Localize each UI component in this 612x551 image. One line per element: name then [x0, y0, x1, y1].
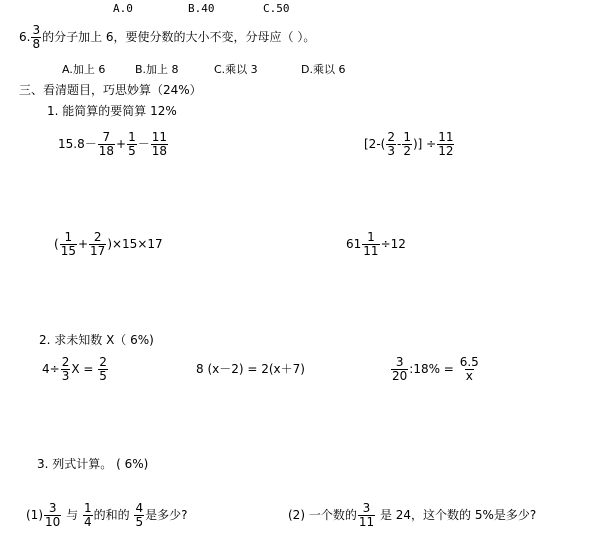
part-3-title: 3. 列式计算。 ( 6%) — [37, 457, 149, 471]
part1-expression-2: [2-( $\frac{2}{3}$ - $\frac{1}{2}$ )] ÷ $\frac{11}{12}$ — [364, 130, 454, 158]
q6-option-b: B.加上 8 — [135, 63, 179, 76]
part3-question-1: (1) $\frac{3}{10}$ 与 $\frac{1}{4}$ 的和的 $\frac{4}{5}$ 是多少? — [26, 501, 188, 529]
part1-expression-4: 61 $\frac{1}{11}$ ÷12 — [346, 230, 406, 258]
section-3-title: 三、看清题目，巧思妙算（24%） — [19, 83, 202, 97]
q5-option-a: A.0 — [113, 2, 133, 15]
q5-option-c: C.50 — [263, 2, 290, 15]
q6-fraction: $\frac{3}{8}$ — [32, 23, 41, 51]
part-1-title: 1. 能简算的要简算 12% — [47, 104, 177, 118]
q6-text: 的分子加上 6，要使分数的大小不变，分母应（ ）。 — [42, 30, 316, 44]
part2-equation-2: 8 (x－2) = 2(x＋7) — [196, 362, 305, 376]
q6-option-c: C.乘以 3 — [214, 63, 258, 76]
part1-expression-1: 15.8－ $\frac{7}{18}$ + $\frac{1}{5}$ － $\frac{11}{18}$ — [58, 130, 168, 158]
part3-question-2: (2) 一个数的 $\frac{3}{11}$ 是 24，这个数的 5%是多少? — [288, 501, 537, 529]
part2-equation-1: 4÷ $\frac{2}{3}$ X = $\frac{2}{5}$ — [42, 355, 107, 383]
q6-number: 6. — [19, 30, 31, 44]
q6-option-d: D.乘以 6 — [301, 63, 346, 76]
q5-option-b: B.40 — [188, 2, 215, 15]
part2-equation-3: $\frac{3}{20}$ :18% = $\frac{6.5}{x}$ — [392, 355, 479, 383]
question-6 — [19, 22, 315, 52]
part-2-title: 2. 求未知数 X（ 6%) — [39, 333, 154, 347]
q6-option-a: A.加上 6 — [62, 63, 106, 76]
part1-expression-3: ( $\frac{1}{15}$ + $\frac{2}{17}$ )×15×17 — [54, 230, 163, 258]
